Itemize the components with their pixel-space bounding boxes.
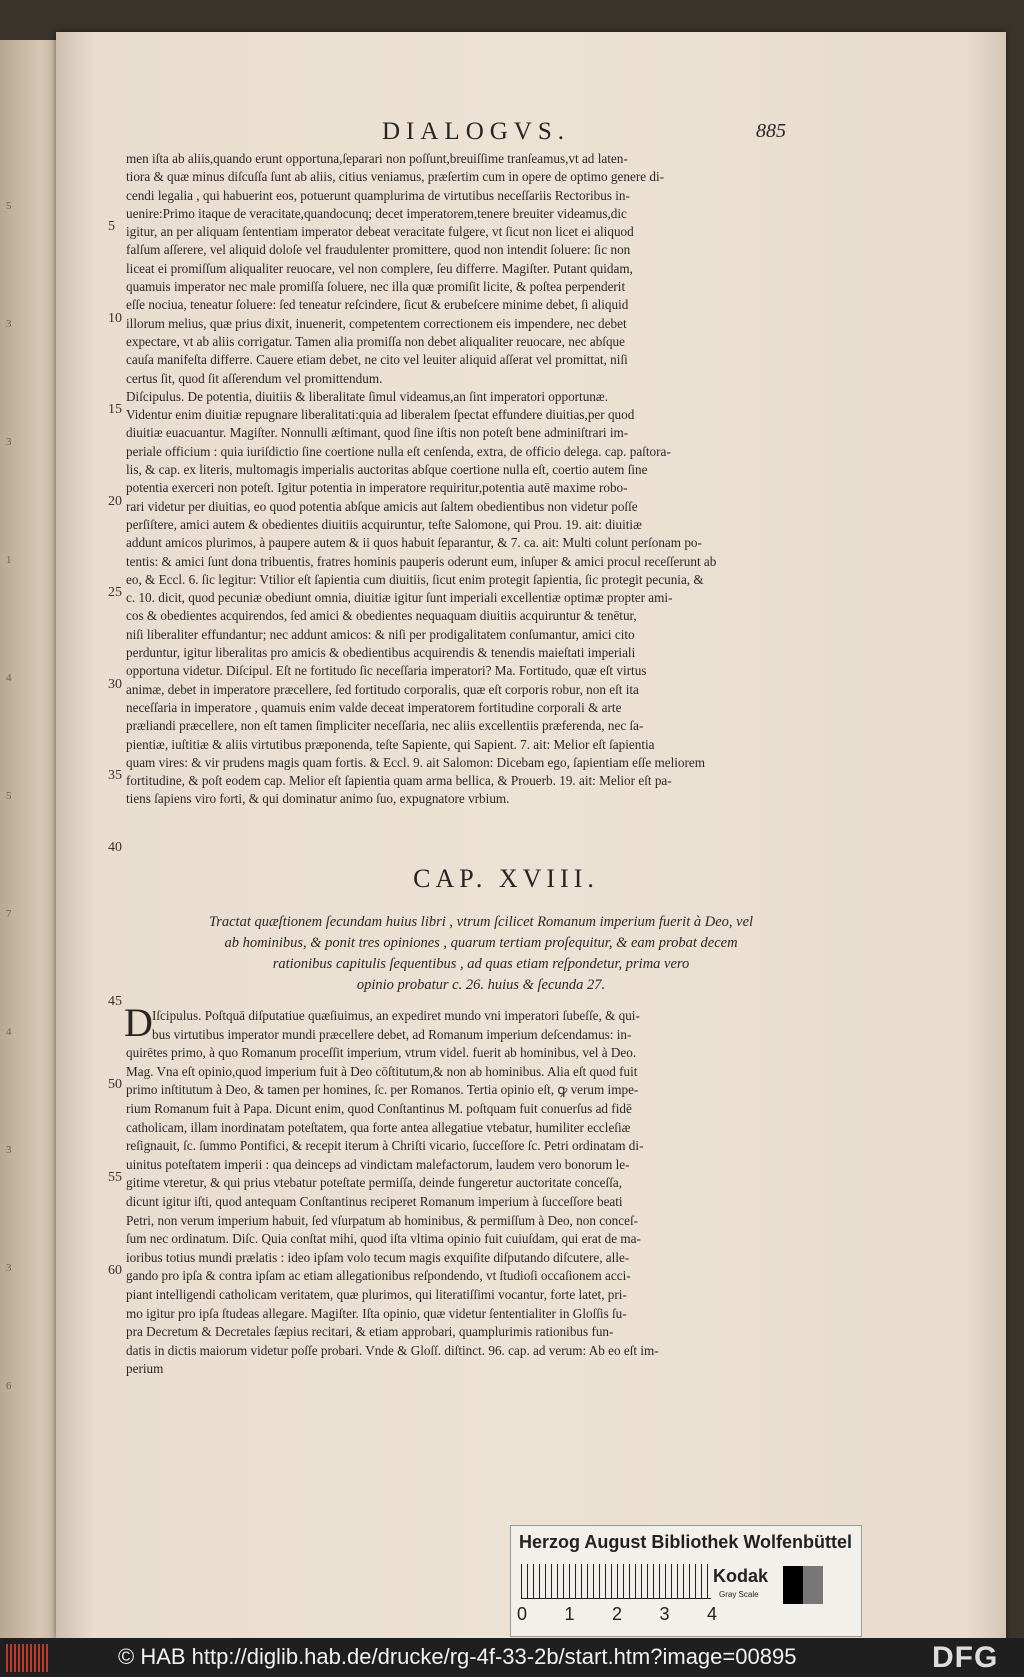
text-line: men iſta ab aliis,quando erunt opportuna,ſeparari non poſſunt,breuiſſime tranſeamus,vt ad laten-	[126, 151, 628, 166]
left-page-mark: 4	[6, 672, 12, 684]
ruler-number: 2	[611, 1604, 622, 1624]
text-line: gando pro ipſa & contra ipſam ac etiam allegationibus reſpondendo, vt ſtudioſi occaſionem acci-	[126, 1268, 631, 1284]
text-line: eſſe nociua, teneatur ſoluere: ſed teneatur reſcindere, ſicut & erubeſcere minime debet, ſi aliquid	[126, 297, 629, 313]
grayscale-label: Gray Scale	[719, 1590, 759, 1599]
text-line: expectare, vt ab aliis corrigatur. Tamen alia promiſſa non debet aliqualiter reuocare, nec abſque	[126, 333, 626, 349]
text-line: falſum aſſerere, vel aliquid doloſe vel fraudulenter promittere, quod non intendit ſoluere: ſic non	[126, 242, 631, 258]
text-line: cauſa manifeſta differre. Cauere etiam debet, ne cito vel leuiter aliquid aſſerat vel promittat, niſi	[126, 352, 628, 368]
text-line: neceſſaria in imperatore , quamuis enim valde deceat imperatorem fortitudine corporali & arte	[126, 699, 622, 715]
text-line: quirētes primo, à quo Romanum proceſſit imperium, vtrum videl. fuerit ab hominibus, vel à Deo.	[126, 1045, 637, 1061]
text-line: cos & obedientes acquirendos, ſed amici & obedientes nequaquam diuitiis acquiruntur & tenētur,	[126, 608, 637, 624]
text-line: addunt amicos plurimos, à paupere autem & ii quos habuit ſeparantur, & 7. ca. ait: Multi colunt perſonam po-	[126, 535, 702, 551]
text-line: perduntur, igitur liberalitas pro amicis & obedientibus acquirendis & tenendis maieſtati imperiali	[126, 645, 636, 661]
text-line: piant intelligendi catholicam veritatem, quæ plurimos, qui literatiſſimi vocantur, forte latet, pri-	[126, 1286, 627, 1302]
left-page-mark: 3	[6, 1262, 12, 1274]
text-line: uinitus poteſtatem imperii : qua deinceps ad vindictam malefactorum, laudem vero bonorum le-	[126, 1156, 630, 1172]
left-page-mark: 3	[6, 318, 12, 330]
text-line: quam vires: & vir prudens magis quam fortis. & Eccl. 9. ait Salomon: Dicebam ego, ſapientiam eſſe meliorem	[126, 754, 706, 770]
drop-cap: D	[124, 1000, 153, 1045]
line-number: 50	[108, 1077, 122, 1093]
footer-link[interactable]: © HAB http://diglib.hab.de/drucke/rg-4f-33-2b/start.htm?image=00895	[118, 1644, 797, 1669]
line-number: 20	[108, 493, 122, 509]
text-line: certus ſit, quod ſit aſſerendum vel promittendum.	[126, 370, 383, 386]
text-line: Petri, non verum imperium habuit, ſed vſurpatum ab hominibus, & permiſſum à Deo, non conceſ-	[126, 1212, 639, 1228]
library-label-card	[510, 1525, 862, 1637]
text-line: illorum melius, quæ prius dixit, inuenerit, competentem correctionem eis impendere, nec debet	[126, 315, 627, 331]
summary-line: Tractat quæſtionem ſecundam huius libri , vtrum ſcilicet Romanum imperium fuerit à Deo, vel	[208, 914, 754, 930]
summary-line: rationibus capitulis ſequentibus , ad quas etiam reſpondetur, prima vero	[272, 956, 690, 972]
line-number: 15	[108, 402, 122, 418]
line-number: 5	[108, 219, 115, 235]
text-line: mo igitur pro ipſa ſtudeas allegare. Magiſter. Iſta opinio, quæ videtur ſententialiter in Gloſſis ſu-	[126, 1305, 627, 1321]
text-line: liceat ei promiſſum aliqualiter reuocare, vel non complere, ſeu differre. Magiſter. Putant quidam,	[126, 260, 633, 276]
text-line: periale officium : quia iuriſdictio ſine coertione nulla eſt cenſenda, extra, de officio delega. cap. paſtora-	[126, 443, 671, 459]
body-text-section-1	[126, 150, 826, 809]
text-line: tiens ſapiens viro forti, & qui dominatur animo ſuo, expugnatore vrbium.	[126, 791, 510, 807]
body-text-section-2	[126, 1007, 826, 1379]
text-line: reſignauit, ſc. ſummo Pontifici, & recepit iterum à Chriſti vicario, ſucceſſore ſc. Petri ordinatam di-	[126, 1138, 644, 1154]
hab-barcode-icon	[6, 1644, 48, 1672]
left-page-mark: 3	[6, 436, 12, 448]
text-line: animæ, debet in imperatore præcellere, ſed fortitudo corporalis, quæ eſt corporis robur, non eſt ita	[126, 681, 639, 697]
left-page-edge	[0, 40, 56, 1638]
line-number: 55	[108, 1170, 122, 1186]
text-line: præliandi præcellere, non eſt tamen ſimpliciter neceſſaria, nec aliis excellentiis præferenda, nec ſa-	[126, 718, 644, 734]
ruler-number: 3	[659, 1604, 670, 1624]
line-number: 30	[108, 676, 122, 692]
ruler-numbers	[517, 1604, 717, 1625]
text-line: pientiæ, iuſtitiæ & aliis virtutibus præponenda, teſte Sapiente, qui Sapient. 7. ait: Melior eſt ſapientia	[126, 736, 655, 752]
text-line: bus virtutibus imperator mundi præcellere debet, ad Romanum imperium deſcendamus: in-	[152, 1026, 632, 1042]
text-line: eo, & Eccl. 6. ſic legitur: Vtilior eſt ſapientia cum diuitiis, ſicut enim protegit ſapientia, ſic protegit pecunia, &	[126, 571, 704, 587]
left-page-mark: 4	[6, 1026, 12, 1038]
viewer-footer	[0, 1638, 1024, 1677]
text-line: Iſcipulus. Poſtquā diſputatiue quæſiuimus, an expediret mundo vni imperatori ſubeſſe, & qui-	[152, 1008, 640, 1023]
ruler-number: 1	[564, 1604, 575, 1624]
ruler-number: 4	[706, 1604, 717, 1624]
text-line: opportuna videtur. Diſcipul. Eſt ne fortitudo ſic neceſſaria imperatori? Ma. Fortitudo, quæ eſt virtus	[126, 663, 647, 679]
left-page-mark: 1	[6, 554, 12, 566]
left-page-mark: 7	[6, 908, 12, 920]
text-line: diuitiæ euacuantur. Magiſter. Nonnulli æſtimant, quod ſine iſtis non poteſt bene adminiſtrari im-	[126, 425, 629, 441]
chapter-heading: CAP. XVIII.	[413, 864, 599, 893]
left-page-mark: 6	[6, 1380, 12, 1392]
text-line: Mag. Vna eſt opinio,quod imperium fuit à Deo cōſtitutum,& non ab hominibus. Alia eſt quod fuit	[126, 1063, 638, 1079]
ruler-number: 0	[517, 1604, 528, 1624]
text-line: dicunt igitur iſti, quod antequam Conſtantinus reciperet Romanum imperium à ſucceſſore beati	[126, 1193, 623, 1209]
line-number: 25	[108, 585, 122, 601]
text-line: quamuis imperator nec male promiſſa ſoluere, nec illa quæ promiſit licite, & poſtea perpenderit	[126, 279, 626, 295]
grayscale-swatch-icon	[783, 1566, 823, 1604]
book-page	[56, 32, 1006, 1638]
scale-ruler-icon	[521, 1564, 711, 1599]
line-number: 35	[108, 768, 122, 784]
text-line: perium	[126, 1361, 164, 1377]
page-number: 885	[756, 120, 786, 142]
dfg-logo: DFG	[932, 1641, 999, 1674]
kodak-label: Kodak	[713, 1566, 769, 1586]
running-title: DIALOGVS.	[381, 118, 571, 145]
summary-line: ab hominibus, & ponit tres opiniones , quarum tertiam proſequitur, & eam probat decem	[224, 935, 738, 951]
text-line: ſum nec ordinatum. Diſc. Quia conſtat mihi, quod iſta vltima opinio fuit cuiuſdam, qui erat de ma-	[126, 1231, 641, 1247]
text-line: primo inſtitutum à Deo, & tamen per homines, ſc. per Romanos. Tertia opinio eſt, ꝙ verum impe-	[126, 1082, 639, 1098]
text-line: ioribus totius mundi prælatis : ideo ipſam volo tecum magis exquiſite diſputando diſcutere, alle-	[126, 1249, 630, 1265]
line-number-40: 40	[108, 840, 122, 855]
text-line: Videntur enim diuitiæ repugnare liberalitati:quia ad liberalem ſpectat effundere diuitias,per quod	[126, 407, 635, 423]
text-line: datis in dictis maiorum videtur poſſe probari. Vnde & Gloſſ. diſtinct. 96. cap. ad verum: Ab eo eſt im-	[126, 1342, 659, 1358]
text-line: Diſcipulus. De potentia, diuitiis & liberalitate ſimul videamus,an ſint imperatori opportunæ.	[126, 388, 608, 404]
text-line: catholicam, illam inordinatam poteſtatem, qua forte antea allegatiue vtebatur, humiliter eccleſiæ	[126, 1119, 631, 1135]
text-line: pra Decretum & Decretales ſæpius recitari, & etiam approbari, quamplurimis rationibus fun-	[126, 1324, 614, 1340]
text-line: potentia exerceri non poteſt. Igitur potentia in imperatore requiritur,potentia autē maxime robo-	[126, 480, 628, 496]
left-page-mark: 3	[6, 1144, 12, 1156]
text-line: igitur, an per aliquam ſententiam imperator debeat veracitate fulgere, vt ſicut non licet ei aliquod	[126, 224, 634, 240]
text-line: niſi liberaliter effundantur; nec addunt amicos: & niſi per prodigalitatem conſumantur, amici cito	[126, 626, 635, 642]
text-line: tiora & quæ minus diſcuſſa ſunt ab aliis, citius veniamus, præſertim cum in opere de optimo genere di-	[126, 169, 665, 185]
text-line: perſiſtere, amici autem & obedientes diuitiis acquiruntur, teſte Salomone, qui Prou. 19. ait: diuitiæ	[126, 516, 642, 532]
chapter-summary	[136, 912, 826, 996]
line-number: 10	[108, 310, 122, 326]
text-line: tentis: & amici ſunt dona tribuentis, fratres hominis pauperis oderunt eum, inſuper & amici procul receſſerunt ab	[126, 553, 717, 569]
text-line: cendi legalia , qui habuerint eos, potuerunt quamplurima de virtutibus neceſſariis Rectoribus in-	[126, 187, 630, 203]
text-line: rium Romanum fuit à Papa. Dicunt enim, quod Conſtantinus M. poſtquam fuit conuerſus ad fidē	[126, 1100, 632, 1116]
text-line: uenire:Primo itaque de veracitate,quandocunq; decet imperatorem,tenere breuiter videamus,dic	[126, 205, 627, 221]
line-number-45: 45	[108, 994, 122, 1009]
text-line: c. 10. dicit, quod pecuniæ obediunt omnia, diuitiæ igitur ſunt imperiali excellentiæ optimæ propter ami-	[126, 590, 673, 606]
text-line: gitime vteretur, & qui prius vtebatur poteſtate permiſſa, deinde fungeretur auctoritate conceſſa,	[126, 1175, 623, 1191]
text-line: lis, & cap. ex literis, multomagis imperialis auctoritas abſque coertione nulla eſt, coertio autem ſine	[126, 462, 648, 478]
left-page-mark: 5	[6, 790, 12, 802]
left-page-mark: 5	[6, 200, 12, 212]
summary-line: opinio probatur c. 26. huius & ſecunda 27.	[356, 977, 606, 993]
text-line: fortitudine, & poſt eodem cap. Melior eſt ſapientia quam arma bellica, & Prouerb. 19. ait: Melior eſt pa-	[126, 773, 672, 789]
text-line: rari videtur per diuitias, eo quod potentia abſque amicis aut ſaltem obedientibus non videtur poſſe	[126, 498, 638, 514]
library-name: Herzog August Bibliothek Wolfenbüttel	[519, 1532, 852, 1552]
line-number: 60	[108, 1263, 122, 1279]
